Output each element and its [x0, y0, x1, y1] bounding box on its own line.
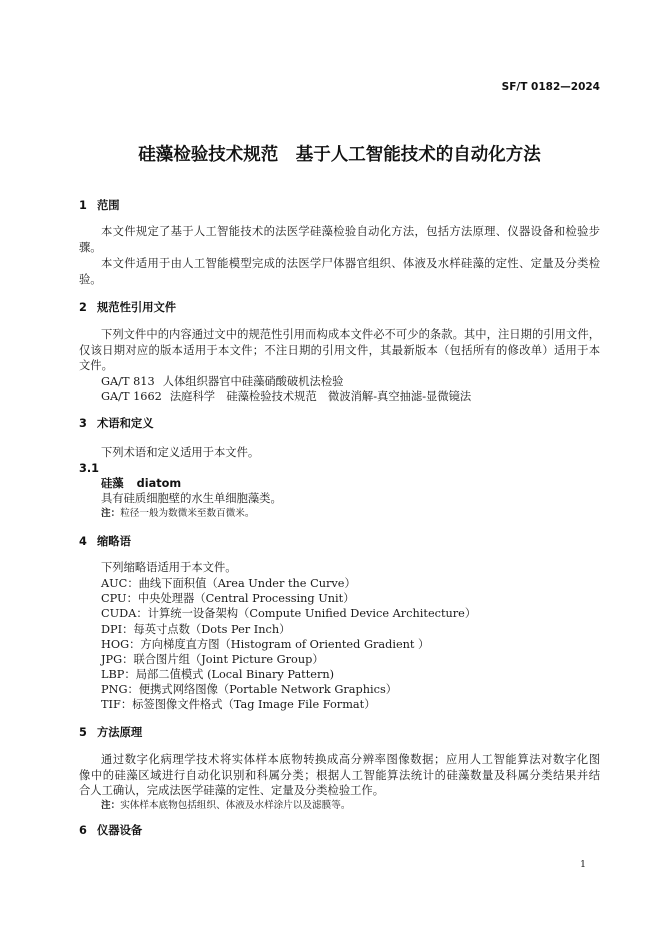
term-entry: [101, 476, 181, 492]
scope-para-2-line-2: 验。: [79, 273, 102, 286]
section-3-number: 3: [79, 417, 87, 430]
section-6-title: 仪器设备: [97, 824, 143, 837]
references-para-line-3: 文件。: [79, 359, 113, 372]
reference-title: 法庭科学 硅藻检验技术规范 微波消解-真空抽滤-显微镜法: [169, 390, 472, 403]
principle-para-line-3: 合人工确认，完成法医学硅藻的定性、定量及分类检验工作。: [79, 784, 385, 797]
note-label: 注：: [101, 800, 121, 811]
section-5-heading: [79, 725, 142, 741]
references-para-line-2: 仅该日期对应的版本适用于本文件；不注日期的引用文件，其最新版本（包括所有的修改单）适用于本: [79, 344, 600, 357]
scope-para-2-line-1: 本文件适用于由人工智能模型完成的法医学尸体器官组织、体液及水样硅藻的定性、定量及分类检: [101, 257, 600, 270]
note-text: 粒径一般为数微米至数百微米。: [120, 508, 255, 519]
section-2-title: 规范性引用文件: [97, 301, 177, 314]
abbreviation-item: JPG：联合图片组（Joint Picture Group）: [101, 653, 324, 666]
scope-para-1-line-1: 本文件规定了基于人工智能技术的法医学硅藻检验自动化方法，包括方法原理、仪器设备和检验步: [101, 225, 600, 238]
reference-item-1: [101, 374, 343, 390]
term-chinese: 硅藻: [101, 477, 124, 490]
section-4-heading: [79, 534, 131, 550]
principle-para-line-1: 通过数字化病理学技术将实体样本底物转换成高分辨率图像数据；应用人工智能算法对数字化图: [101, 753, 600, 766]
abbreviation-item: AUC：曲线下面积值（Area Under the Curve）: [101, 577, 356, 590]
principle-note: [101, 799, 350, 813]
term-entry-number: 3.1: [79, 462, 100, 475]
section-1-heading: [79, 198, 120, 214]
abbreviation-item: CUDA：计算统一设备架构（Compute Unified Device Architecture）: [101, 607, 477, 620]
document-title: 硅藻检验技术规范 基于人工智能技术的自动化方法: [138, 145, 541, 165]
section-6-number: 6: [79, 824, 87, 837]
section-4-number: 4: [79, 535, 87, 548]
abbreviation-item: DPI：每英寸点数（Dots Per Inch）: [101, 623, 291, 636]
term-english: diatom: [136, 477, 182, 490]
note-text: 实体样本底物包括组织、体液及水样涂片以及滤膜等。: [120, 800, 351, 811]
page-number: 1: [580, 859, 587, 870]
term-definition: 具有硅质细胞壁的水生单细胞藻类。: [101, 492, 282, 505]
references-para-line-1: 下列文件中的内容通过文中的规范性引用而构成本文件必不可少的条款。其中，注日期的引用文件，: [101, 328, 600, 341]
terms-intro: 下列术语和定义适用于本文件。: [101, 446, 260, 459]
abbreviation-item: TIF：标签图像文件格式（Tag Image File Format）: [101, 698, 376, 711]
reference-title: 人体组织器官中硅藻硝酸破机法检验: [162, 375, 344, 388]
reference-code: GA/T 813: [101, 375, 155, 388]
principle-para-line-2: 像中的硅藻区域进行自动化识别和科属分类；根据人工智能算法统计的硅藻数量及科属分类结果并结: [79, 769, 600, 782]
reference-code: GA/T 1662: [101, 390, 162, 403]
abbreviation-item: LBP：局部二值模式 (Local Binary Pattern): [101, 668, 335, 681]
section-5-title: 方法原理: [97, 726, 143, 739]
abbreviations-intro: 下列缩略语适用于本文件。: [101, 561, 237, 574]
section-1-number: 1: [79, 199, 87, 212]
section-5-number: 5: [79, 726, 87, 739]
abbreviation-item: HOG：方向梯度直方图（Histogram of Oriented Gradient ）: [101, 638, 430, 651]
abbreviation-item: PNG：便携式网络图像（Portable Network Graphics）: [101, 683, 398, 696]
section-2-number: 2: [79, 301, 87, 314]
section-6-heading: [79, 823, 142, 839]
standard-code: SF/T 0182—2024: [501, 81, 600, 93]
section-1-title: 范围: [97, 199, 120, 212]
section-4-title: 缩略语: [97, 535, 131, 548]
reference-item-2: [101, 389, 471, 405]
abbreviation-item: CPU：中央处理器（Central Processing Unit）: [101, 592, 355, 605]
scope-para-1-line-2: 骤。: [79, 241, 102, 254]
note-label: 注：: [101, 508, 121, 519]
section-3-title: 术语和定义: [97, 417, 154, 430]
section-3-heading: [79, 416, 154, 432]
term-note: [101, 507, 255, 521]
section-2-heading: [79, 300, 176, 316]
